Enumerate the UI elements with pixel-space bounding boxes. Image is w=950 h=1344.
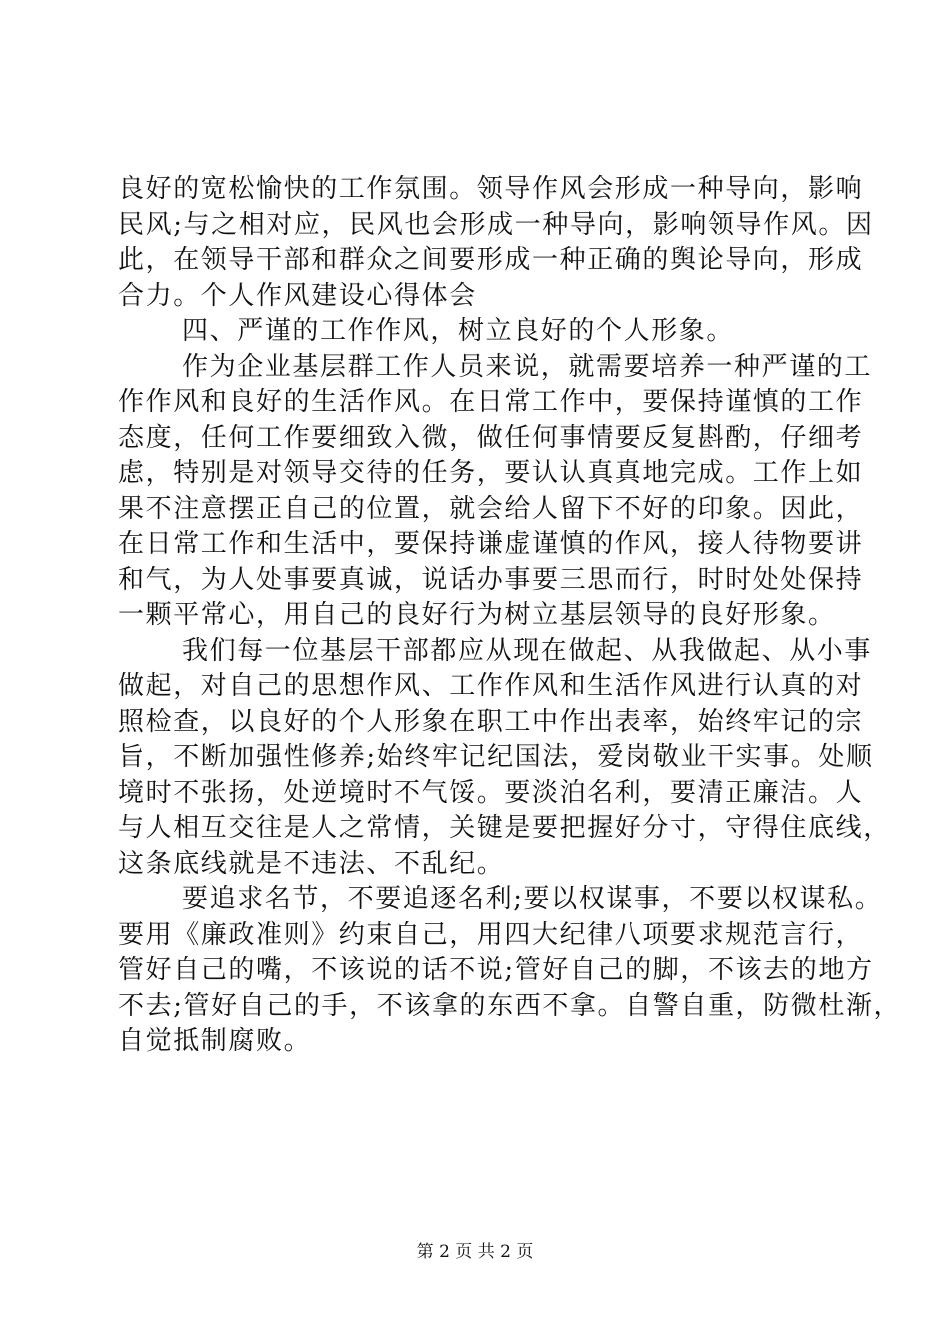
text-line: 照检查，以良好的个人形象在职工中作出表率，始终牢记的宗 xyxy=(118,706,864,737)
text-line: 虑，特别是对领导交待的任务，要认认真真地完成。工作上如 xyxy=(118,458,864,488)
text-line: 作作风和良好的生活作风。在日常工作中，要保持谨慎的工作 xyxy=(118,387,864,417)
text-line: 管好自己的嘴，不该说的话不说;管好自己的脚，不该去的地方 xyxy=(118,955,874,985)
text-line: 在日常工作和生活中，要保持谦虚谨慎的作风，接人待物要讲 xyxy=(118,529,864,559)
text-line: 自觉抵制腐败。 xyxy=(118,1026,312,1056)
text-line: 境时不张扬，处逆境时不气馁。要淡泊名利，要清正廉洁。人 xyxy=(118,777,864,808)
text-line: 要追求名节，不要追逐名利;要以权谋事，不要以权谋私。 xyxy=(182,884,883,914)
text-line: 态度，任何工作要细致入微，做任何事情要反复斟酌，仔细考 xyxy=(118,422,864,453)
text-line: 此，在领导干部和群众之间要形成一种正确的舆论导向，形成 xyxy=(118,245,864,275)
page-number-footer: 第 2 页 共 2 页 xyxy=(416,1242,534,1262)
text-line: 一颗平常心，用自己的良好行为树立基层领导的良好形象。 xyxy=(118,600,836,630)
text-line: 旨，不断加强性修养;始终牢记纪国法，爱岗敬业干实事。处顺 xyxy=(118,742,874,772)
section-heading: 四、严谨的工作作风，树立良好的个人形象。 xyxy=(182,316,735,346)
text-line: 不去;管好自己的手，不该拿的东西不拿。自警自重，防微杜渐， xyxy=(118,990,902,1021)
text-line: 我们每一位基层干部都应从现在做起、从我做起、从小事 xyxy=(182,635,873,666)
document-body xyxy=(118,172,902,1060)
text-line: 和气，为人处事要真诚，说话办事要三思而行，时时处处保持 xyxy=(118,564,864,595)
text-line: 民风;与之相对应，民风也会形成一种导向，影响领导作风。因 xyxy=(118,209,874,240)
text-line: 这条底线就是不违法、不乱纪。 xyxy=(118,848,505,879)
text-line: 果不注意摆正自己的位置，就会给人留下不好的印象。因此， xyxy=(118,493,864,524)
text-line: 与人相互交往是人之常情，关键是要把握好分寸，守得住底线， xyxy=(118,813,891,843)
text-line: 要用《廉政准则》约束自己，用四大纪律八项要求规范言行， xyxy=(118,919,864,950)
text-line: 良好的宽松愉快的工作氛围。领导作风会形成一种导向，影响 xyxy=(118,174,864,204)
text-line: 做起，对自己的思想作风、工作作风和生活作风进行认真的对 xyxy=(118,671,864,701)
text-line: 合力。个人作风建设心得体会 xyxy=(118,280,477,311)
text-line: 作为企业基层群工作人员来说，就需要培养一种严谨的工 xyxy=(182,351,873,382)
